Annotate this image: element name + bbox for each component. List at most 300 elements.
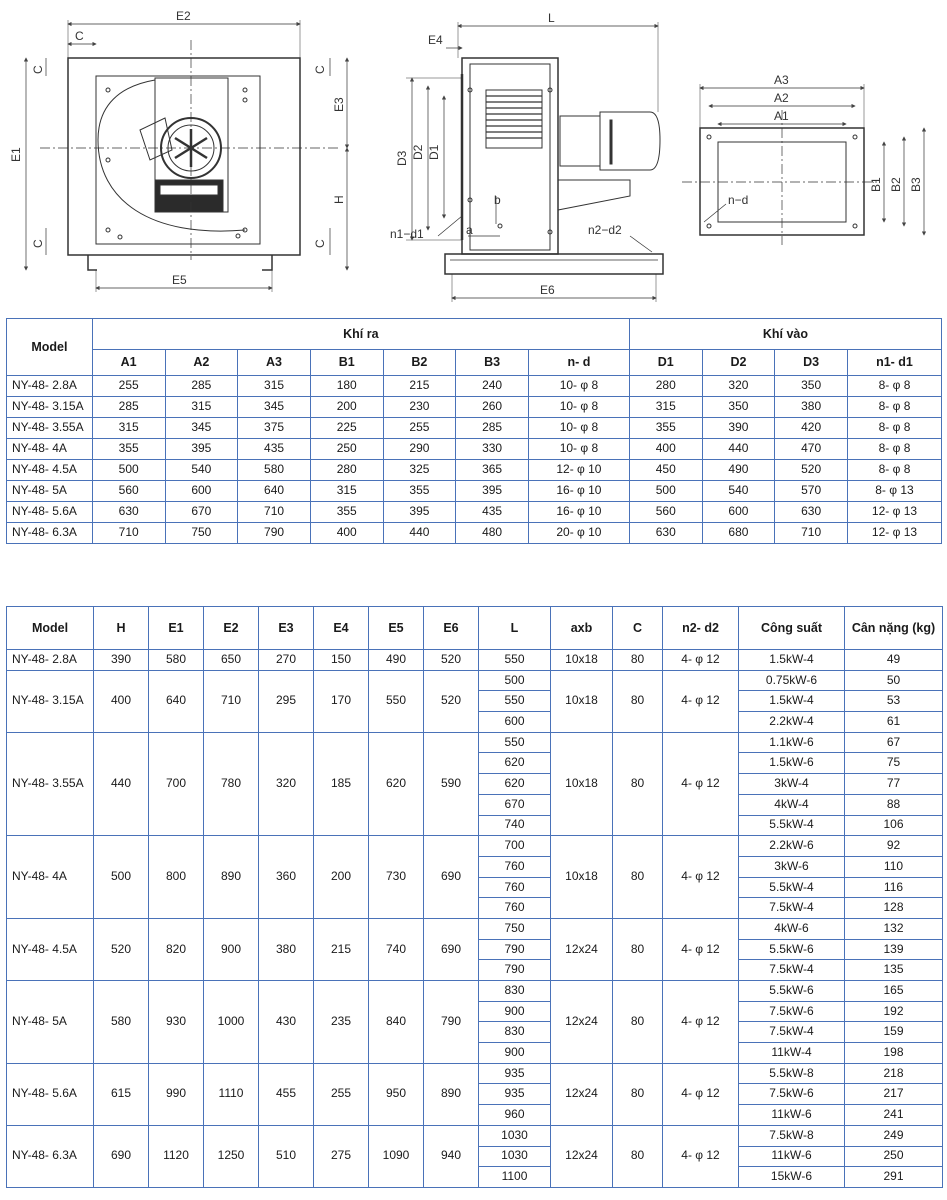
power-cell: 1.5kW-6 — [739, 753, 845, 774]
value-cell: 250 — [310, 439, 383, 460]
value-cell: 280 — [310, 460, 383, 481]
svg-text:B2: B2 — [889, 177, 903, 192]
value-cell: 390 — [702, 418, 775, 439]
value-cell: 470 — [775, 439, 848, 460]
power-cell: 11kW-4 — [739, 1043, 845, 1064]
c-cell: 80 — [613, 650, 663, 671]
weight-cell: 128 — [845, 898, 943, 919]
svg-text:n1−d1: n1−d1 — [390, 227, 424, 241]
axb-cell: 12x24 — [551, 981, 613, 1064]
table-row — [7, 981, 943, 1002]
power-cell: 3kW-4 — [739, 774, 845, 795]
column-header: Công suất — [739, 607, 845, 650]
model-cell: NY-48- 6.3A — [7, 523, 93, 544]
dimension-cell: 990 — [149, 1063, 204, 1125]
column-header: Model — [7, 607, 94, 650]
value-cell: 680 — [702, 523, 775, 544]
value-cell: 20- φ 10 — [528, 523, 629, 544]
value-cell: 710 — [238, 502, 311, 523]
svg-text:E5: E5 — [172, 273, 187, 287]
length-cell: 830 — [479, 981, 551, 1002]
column-header: H — [94, 607, 149, 650]
value-cell: 710 — [775, 523, 848, 544]
power-cell: 7.5kW-4 — [739, 898, 845, 919]
dimension-cell: 440 — [94, 732, 149, 835]
table-row — [7, 523, 942, 544]
value-cell: 630 — [629, 523, 702, 544]
column-header: B2 — [383, 350, 456, 376]
svg-text:b: b — [494, 193, 501, 207]
power-cell: 11kW-6 — [739, 1146, 845, 1167]
technical-drawings — [0, 0, 947, 310]
value-cell: 230 — [383, 397, 456, 418]
column-header: C — [613, 607, 663, 650]
length-cell: 900 — [479, 1043, 551, 1064]
value-cell: 8- φ 8 — [847, 397, 941, 418]
power-cell: 4kW-4 — [739, 794, 845, 815]
c-cell: 80 — [613, 1063, 663, 1125]
svg-text:C: C — [313, 239, 327, 248]
svg-text:C: C — [313, 65, 327, 74]
dimension-cell: 780 — [204, 732, 259, 835]
table-row — [7, 1063, 943, 1084]
table-row — [7, 439, 942, 460]
dimension-cell: 890 — [424, 1063, 479, 1125]
value-cell: 8- φ 8 — [847, 460, 941, 481]
dimension-cell: 615 — [94, 1063, 149, 1125]
n2d2-cell: 4- φ 12 — [663, 670, 739, 732]
dimension-cell: 700 — [149, 732, 204, 835]
axb-cell: 12x24 — [551, 1125, 613, 1187]
n2d2-cell: 4- φ 12 — [663, 732, 739, 835]
value-cell: 790 — [238, 523, 311, 544]
weight-cell: 88 — [845, 794, 943, 815]
value-cell: 345 — [165, 418, 238, 439]
dimension-cell: 900 — [204, 918, 259, 980]
flange-dimensions-table — [6, 318, 942, 544]
dimension-cell: 520 — [424, 670, 479, 732]
dimension-cell: 1120 — [149, 1125, 204, 1187]
dimension-cell: 510 — [259, 1125, 314, 1187]
svg-text:L: L — [548, 11, 555, 25]
value-cell: 285 — [456, 418, 529, 439]
length-cell: 620 — [479, 774, 551, 795]
length-cell: 550 — [479, 650, 551, 671]
model-cell: NY-48- 5.6A — [7, 1063, 94, 1125]
value-cell: 380 — [775, 397, 848, 418]
value-cell: 395 — [456, 481, 529, 502]
value-cell: 255 — [383, 418, 456, 439]
column-header: n1- d1 — [847, 350, 941, 376]
power-cell: 1.5kW-4 — [739, 691, 845, 712]
length-cell: 790 — [479, 960, 551, 981]
value-cell: 560 — [92, 481, 165, 502]
flange-view-labels — [728, 73, 923, 207]
n2d2-cell: 4- φ 12 — [663, 981, 739, 1064]
model-cell: NY-48- 3.55A — [7, 732, 94, 835]
n2d2-cell: 4- φ 12 — [663, 1063, 739, 1125]
dimension-cell: 295 — [259, 670, 314, 732]
power-cell: 5.5kW-6 — [739, 981, 845, 1002]
dimension-cell: 950 — [369, 1063, 424, 1125]
length-cell: 740 — [479, 815, 551, 836]
weight-cell: 49 — [845, 650, 943, 671]
value-cell: 480 — [456, 523, 529, 544]
value-cell: 12- φ 10 — [528, 460, 629, 481]
length-cell: 1030 — [479, 1125, 551, 1146]
value-cell: 8- φ 8 — [847, 439, 941, 460]
weight-cell: 218 — [845, 1063, 943, 1084]
front-view-drawing — [26, 20, 347, 292]
dimension-cell: 650 — [204, 650, 259, 671]
svg-text:H: H — [332, 195, 346, 204]
table-row — [7, 376, 942, 397]
dimension-cell: 840 — [369, 981, 424, 1064]
svg-text:C: C — [75, 29, 84, 43]
value-cell: 8- φ 13 — [847, 481, 941, 502]
value-cell: 450 — [629, 460, 702, 481]
value-cell: 315 — [310, 481, 383, 502]
weight-cell: 61 — [845, 712, 943, 733]
value-cell: 315 — [165, 397, 238, 418]
length-cell: 550 — [479, 691, 551, 712]
table-row — [7, 732, 943, 753]
value-cell: 290 — [383, 439, 456, 460]
column-header: axb — [551, 607, 613, 650]
length-cell: 550 — [479, 732, 551, 753]
fan-specs-table — [6, 606, 943, 1188]
power-cell: 7.5kW-6 — [739, 1084, 845, 1105]
weight-cell: 159 — [845, 1022, 943, 1043]
value-cell: 500 — [629, 481, 702, 502]
model-cell: NY-48- 3.55A — [7, 418, 93, 439]
length-cell: 960 — [479, 1105, 551, 1126]
value-cell: 440 — [702, 439, 775, 460]
dimension-cell: 215 — [314, 918, 369, 980]
length-cell: 600 — [479, 712, 551, 733]
power-cell: 5.5kW-8 — [739, 1063, 845, 1084]
dimension-cell: 170 — [314, 670, 369, 732]
length-cell: 830 — [479, 1022, 551, 1043]
value-cell: 710 — [92, 523, 165, 544]
value-cell: 435 — [456, 502, 529, 523]
value-cell: 200 — [310, 397, 383, 418]
dimension-cell: 550 — [369, 670, 424, 732]
dimension-cell: 320 — [259, 732, 314, 835]
value-cell: 540 — [702, 481, 775, 502]
power-cell: 2.2kW-6 — [739, 836, 845, 857]
value-cell: 435 — [238, 439, 311, 460]
power-cell: 2.2kW-4 — [739, 712, 845, 733]
dimension-cell: 580 — [149, 650, 204, 671]
weight-cell: 139 — [845, 939, 943, 960]
value-cell: 440 — [383, 523, 456, 544]
side-view-drawing — [406, 22, 663, 302]
value-cell: 630 — [775, 502, 848, 523]
model-cell: NY-48- 4A — [7, 836, 94, 919]
dimension-cell: 1110 — [204, 1063, 259, 1125]
value-cell: 355 — [310, 502, 383, 523]
column-header: n- d — [528, 350, 629, 376]
value-cell: 10- φ 8 — [528, 397, 629, 418]
column-header: D2 — [702, 350, 775, 376]
weight-cell: 75 — [845, 753, 943, 774]
weight-cell: 192 — [845, 1001, 943, 1022]
table-row — [7, 670, 943, 691]
power-cell: 1.5kW-4 — [739, 650, 845, 671]
value-cell: 16- φ 10 — [528, 502, 629, 523]
value-cell: 375 — [238, 418, 311, 439]
value-cell: 570 — [775, 481, 848, 502]
svg-text:n−d: n−d — [728, 193, 749, 207]
model-header: Model — [7, 319, 93, 376]
value-cell: 350 — [775, 376, 848, 397]
value-cell: 355 — [629, 418, 702, 439]
value-cell: 325 — [383, 460, 456, 481]
svg-text:a: a — [466, 223, 473, 237]
value-cell: 315 — [629, 397, 702, 418]
dimension-cell: 490 — [369, 650, 424, 671]
column-header: A1 — [92, 350, 165, 376]
value-cell: 240 — [456, 376, 529, 397]
svg-text:D3: D3 — [395, 150, 409, 166]
weight-cell: 77 — [845, 774, 943, 795]
table-row — [7, 397, 942, 418]
table-row — [7, 481, 942, 502]
column-header: D1 — [629, 350, 702, 376]
weight-cell: 291 — [845, 1167, 943, 1188]
dimension-cell: 620 — [369, 732, 424, 835]
column-header: E5 — [369, 607, 424, 650]
value-cell: 10- φ 8 — [528, 439, 629, 460]
flange-view-drawing — [682, 84, 924, 245]
dimension-cell: 690 — [424, 836, 479, 919]
weight-cell: 116 — [845, 877, 943, 898]
dimension-cell: 890 — [204, 836, 259, 919]
model-cell: NY-48- 5.6A — [7, 502, 93, 523]
model-cell: NY-48- 4.5A — [7, 460, 93, 481]
dimension-cell: 930 — [149, 981, 204, 1064]
svg-text:D1: D1 — [427, 144, 441, 160]
value-cell: 8- φ 8 — [847, 418, 941, 439]
n2d2-cell: 4- φ 12 — [663, 650, 739, 671]
column-header: D3 — [775, 350, 848, 376]
dimension-cell: 730 — [369, 836, 424, 919]
weight-cell: 67 — [845, 732, 943, 753]
c-cell: 80 — [613, 670, 663, 732]
value-cell: 315 — [238, 376, 311, 397]
table-row — [7, 836, 943, 857]
dimension-cell: 710 — [204, 670, 259, 732]
dimension-cell: 1000 — [204, 981, 259, 1064]
value-cell: 400 — [629, 439, 702, 460]
column-header: E4 — [314, 607, 369, 650]
value-cell: 215 — [383, 376, 456, 397]
svg-text:D2: D2 — [411, 144, 425, 160]
inlet-group-header: Khí vào — [629, 319, 941, 350]
model-cell: NY-48- 3.15A — [7, 397, 93, 418]
dimension-cell: 690 — [94, 1125, 149, 1187]
power-cell: 7.5kW-8 — [739, 1125, 845, 1146]
power-cell: 7.5kW-4 — [739, 1022, 845, 1043]
value-cell: 330 — [456, 439, 529, 460]
c-cell: 80 — [613, 918, 663, 980]
axb-cell: 10x18 — [551, 732, 613, 835]
value-cell: 640 — [238, 481, 311, 502]
column-header: B1 — [310, 350, 383, 376]
table-row — [7, 918, 943, 939]
c-cell: 80 — [613, 981, 663, 1064]
dimension-cell: 520 — [424, 650, 479, 671]
model-cell: NY-48- 2.8A — [7, 376, 93, 397]
dimension-cell: 235 — [314, 981, 369, 1064]
svg-text:E6: E6 — [540, 283, 555, 297]
svg-text:E1: E1 — [9, 147, 23, 162]
length-cell: 935 — [479, 1063, 551, 1084]
power-cell: 1.1kW-6 — [739, 732, 845, 753]
svg-text:B3: B3 — [909, 177, 923, 192]
length-cell: 750 — [479, 918, 551, 939]
model-cell: NY-48- 4A — [7, 439, 93, 460]
table-row — [7, 460, 942, 481]
value-cell: 400 — [310, 523, 383, 544]
dimension-cell: 1250 — [204, 1125, 259, 1187]
weight-cell: 217 — [845, 1084, 943, 1105]
length-cell: 1030 — [479, 1146, 551, 1167]
dimension-cell: 690 — [424, 918, 479, 980]
axb-cell: 12x24 — [551, 918, 613, 980]
dimension-cell: 185 — [314, 732, 369, 835]
value-cell: 345 — [238, 397, 311, 418]
power-cell: 5.5kW-6 — [739, 939, 845, 960]
dimension-cell: 790 — [424, 981, 479, 1064]
value-cell: 600 — [702, 502, 775, 523]
value-cell: 355 — [383, 481, 456, 502]
length-cell: 1100 — [479, 1167, 551, 1188]
dimension-cell: 270 — [259, 650, 314, 671]
dimension-cell: 500 — [94, 836, 149, 919]
column-header: Cân nặng (kg) — [845, 607, 943, 650]
value-cell: 520 — [775, 460, 848, 481]
value-cell: 8- φ 8 — [847, 376, 941, 397]
value-cell: 10- φ 8 — [528, 376, 629, 397]
dimension-cell: 590 — [424, 732, 479, 835]
model-cell: NY-48- 5A — [7, 981, 94, 1064]
dimension-cell: 360 — [259, 836, 314, 919]
dimension-cell: 520 — [94, 918, 149, 980]
power-cell: 11kW-6 — [739, 1105, 845, 1126]
value-cell: 320 — [702, 376, 775, 397]
model-cell: NY-48- 2.8A — [7, 650, 94, 671]
power-cell: 7.5kW-6 — [739, 1001, 845, 1022]
weight-cell: 92 — [845, 836, 943, 857]
c-cell: 80 — [613, 1125, 663, 1187]
table-row — [7, 650, 943, 671]
column-header: E3 — [259, 607, 314, 650]
power-cell: 7.5kW-4 — [739, 960, 845, 981]
dimension-cell: 380 — [259, 918, 314, 980]
value-cell: 580 — [238, 460, 311, 481]
value-cell: 12- φ 13 — [847, 502, 941, 523]
column-header: A3 — [238, 350, 311, 376]
column-header: E6 — [424, 607, 479, 650]
table-row — [7, 418, 942, 439]
power-cell: 4kW-6 — [739, 918, 845, 939]
length-cell: 900 — [479, 1001, 551, 1022]
value-cell: 260 — [456, 397, 529, 418]
column-header: E1 — [149, 607, 204, 650]
weight-cell: 50 — [845, 670, 943, 691]
weight-cell: 165 — [845, 981, 943, 1002]
c-cell: 80 — [613, 732, 663, 835]
model-cell: NY-48- 6.3A — [7, 1125, 94, 1187]
table-row — [7, 1125, 943, 1146]
weight-cell: 250 — [845, 1146, 943, 1167]
table-row — [7, 502, 942, 523]
dimension-cell: 430 — [259, 981, 314, 1064]
value-cell: 285 — [92, 397, 165, 418]
value-cell: 600 — [165, 481, 238, 502]
svg-text:E3: E3 — [332, 97, 346, 112]
c-cell: 80 — [613, 836, 663, 919]
value-cell: 630 — [92, 502, 165, 523]
dimension-cell: 275 — [314, 1125, 369, 1187]
dimension-cell: 640 — [149, 670, 204, 732]
dimension-cell: 820 — [149, 918, 204, 980]
axb-cell: 12x24 — [551, 1063, 613, 1125]
power-cell: 0.75kW-6 — [739, 670, 845, 691]
power-cell: 5.5kW-4 — [739, 877, 845, 898]
length-cell: 620 — [479, 753, 551, 774]
n2d2-cell: 4- φ 12 — [663, 1125, 739, 1187]
length-cell: 760 — [479, 856, 551, 877]
value-cell: 490 — [702, 460, 775, 481]
dimension-cell: 1090 — [369, 1125, 424, 1187]
svg-text:B1: B1 — [869, 177, 883, 192]
dimension-cell: 390 — [94, 650, 149, 671]
length-cell: 500 — [479, 670, 551, 691]
value-cell: 750 — [165, 523, 238, 544]
svg-text:n2−d2: n2−d2 — [588, 223, 622, 237]
value-cell: 350 — [702, 397, 775, 418]
value-cell: 540 — [165, 460, 238, 481]
svg-text:A2: A2 — [774, 91, 789, 105]
n2d2-cell: 4- φ 12 — [663, 918, 739, 980]
length-cell: 790 — [479, 939, 551, 960]
column-header: A2 — [165, 350, 238, 376]
value-cell: 12- φ 13 — [847, 523, 941, 544]
weight-cell: 135 — [845, 960, 943, 981]
value-cell: 420 — [775, 418, 848, 439]
weight-cell: 53 — [845, 691, 943, 712]
value-cell: 10- φ 8 — [528, 418, 629, 439]
length-cell: 935 — [479, 1084, 551, 1105]
svg-text:E4: E4 — [428, 33, 443, 47]
value-cell: 670 — [165, 502, 238, 523]
weight-cell: 249 — [845, 1125, 943, 1146]
weight-cell: 110 — [845, 856, 943, 877]
power-cell: 3kW-6 — [739, 856, 845, 877]
length-cell: 760 — [479, 898, 551, 919]
dimension-cell: 150 — [314, 650, 369, 671]
value-cell: 255 — [92, 376, 165, 397]
svg-text:C: C — [31, 65, 45, 74]
value-cell: 395 — [383, 502, 456, 523]
svg-text:C: C — [31, 239, 45, 248]
weight-cell: 132 — [845, 918, 943, 939]
power-cell: 15kW-6 — [739, 1167, 845, 1188]
model-cell: NY-48- 5A — [7, 481, 93, 502]
